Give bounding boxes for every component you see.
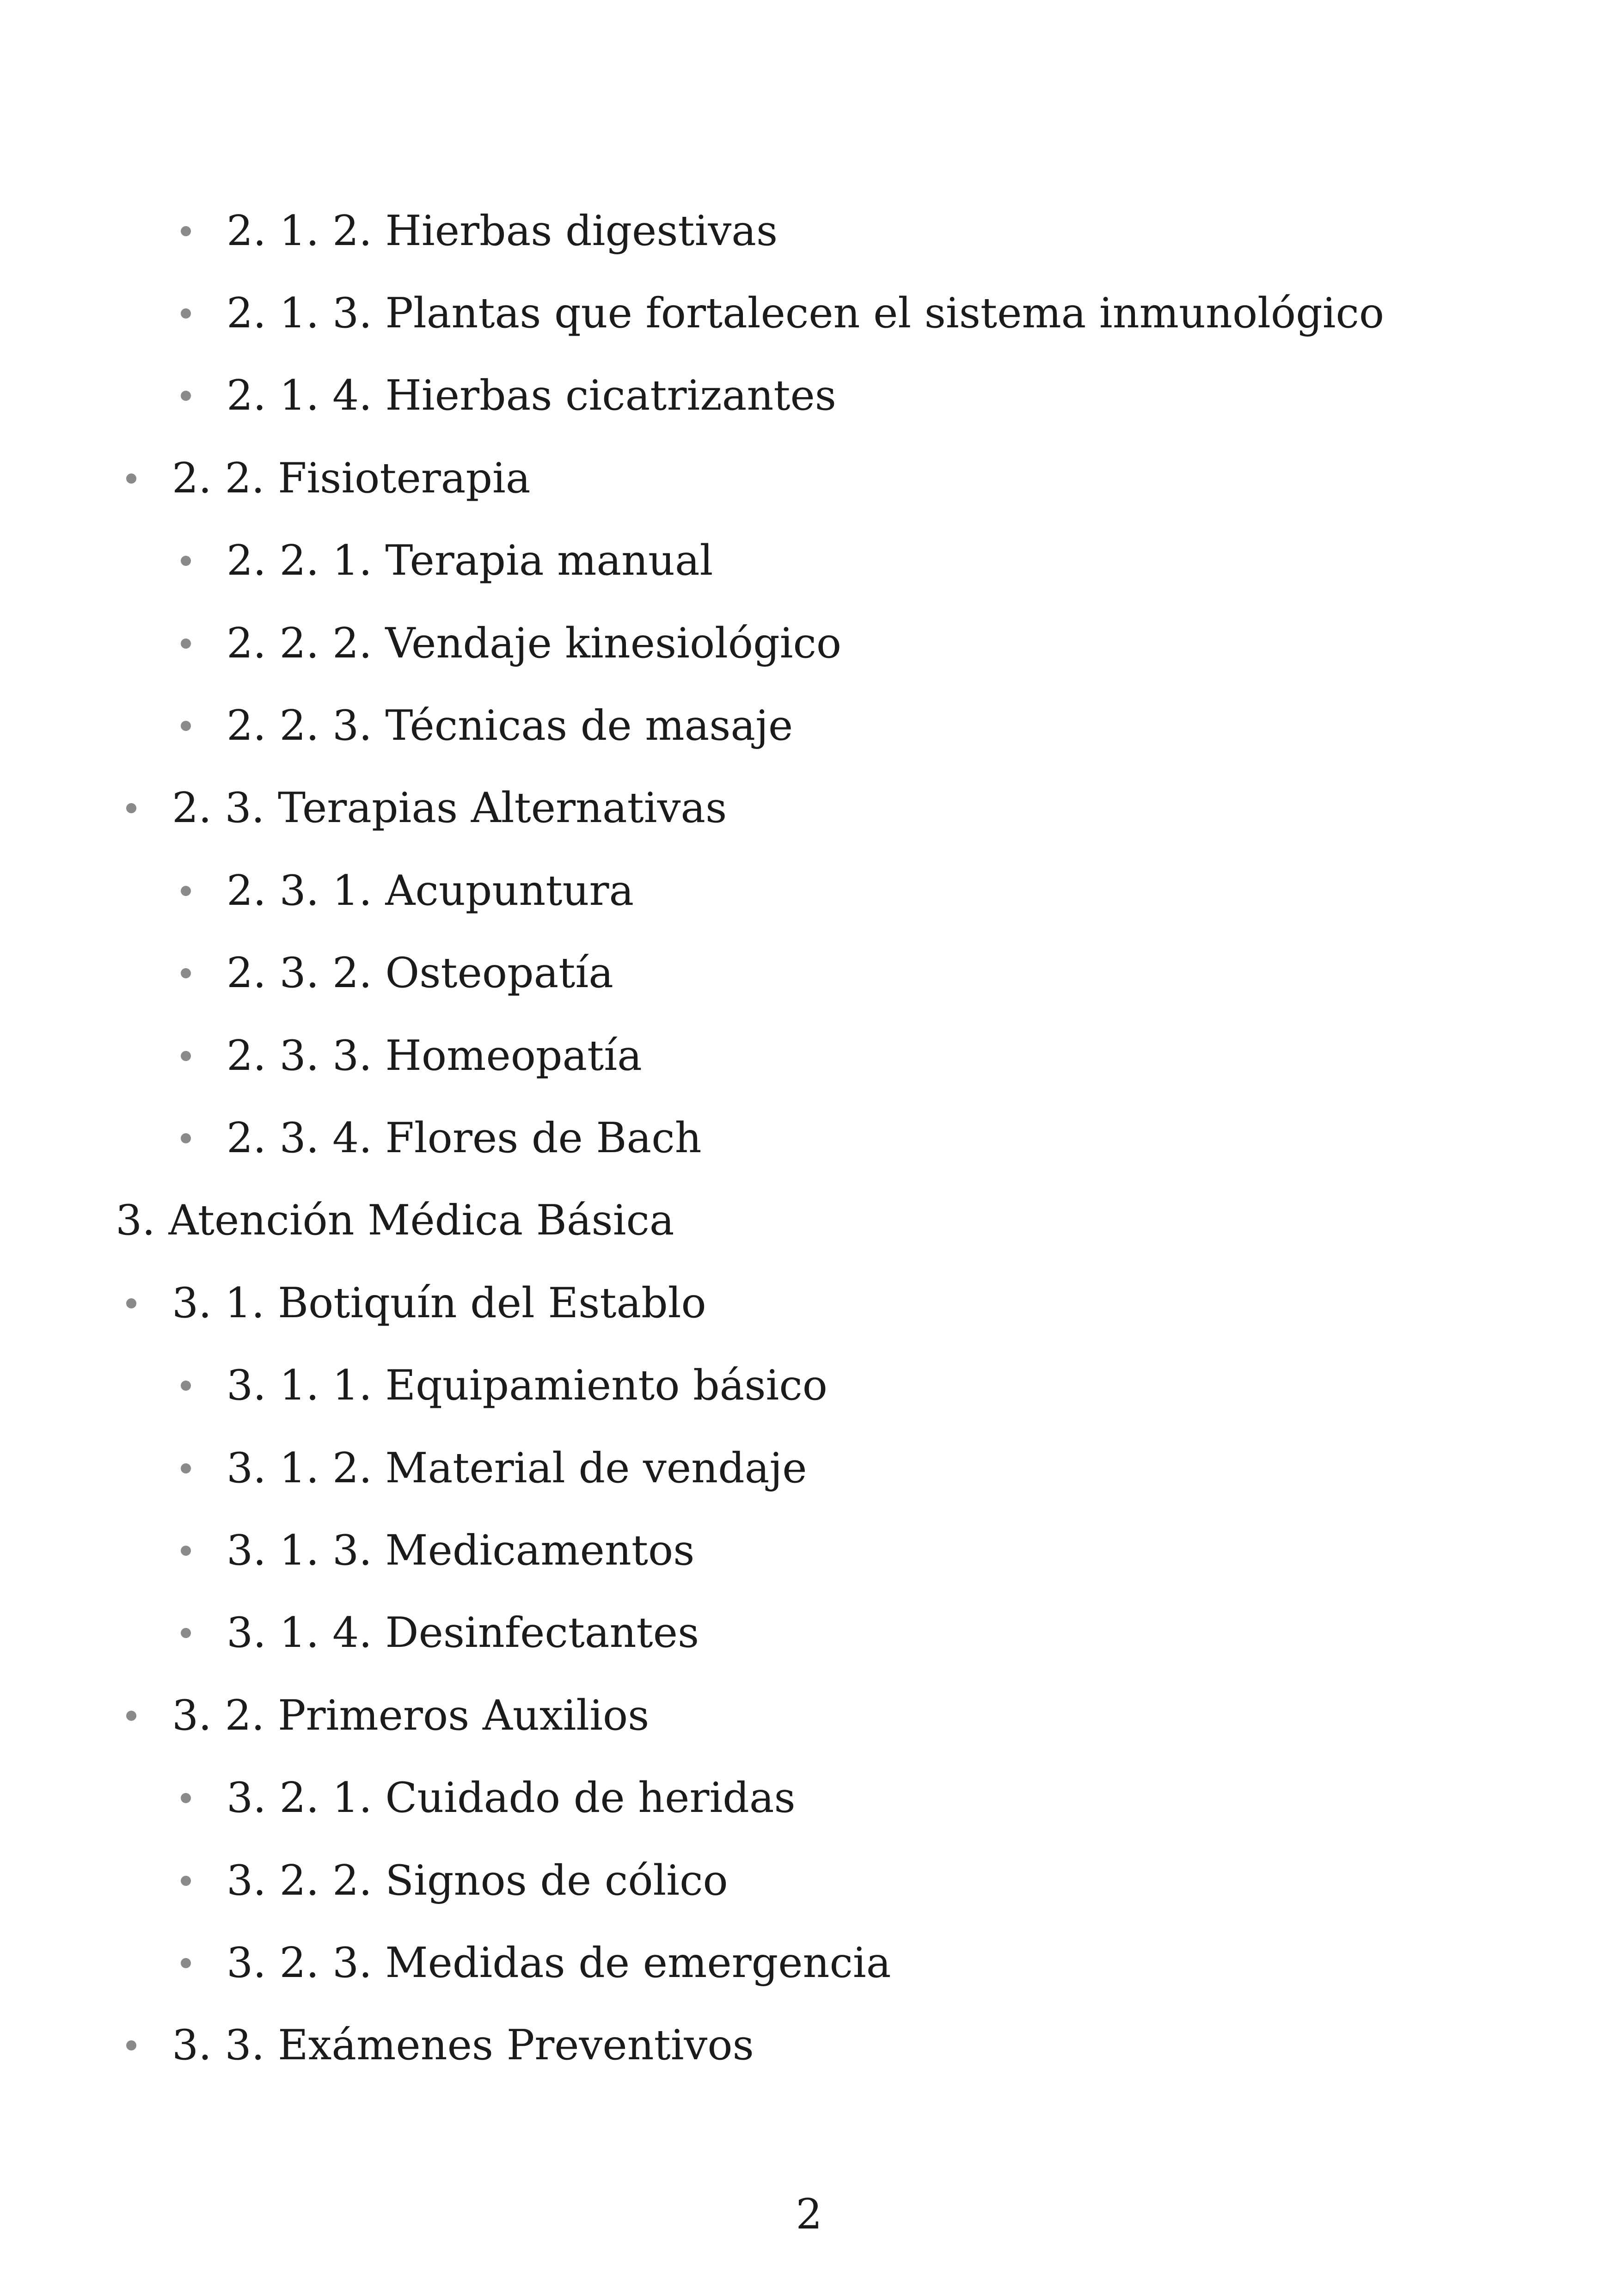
toc-entry-text: 2. 3. 3. Homeopatía — [227, 1031, 642, 1080]
toc-entry-text: 2. 3. 4. Flores de Bach — [227, 1114, 702, 1162]
toc-entry — [172, 1276, 706, 1331]
toc-entry — [227, 1853, 728, 1909]
toc-entry-text: 2. 3. Terapias Alternativas — [172, 784, 727, 832]
bullet-icon — [181, 886, 191, 896]
toc-entry — [172, 1688, 649, 1743]
toc-entry-text: 2. 3. 1. Acupuntura — [227, 866, 634, 915]
toc-entry-text: 3. 1. Botiquín del Establo — [172, 1279, 706, 1327]
bullet-icon — [181, 1546, 191, 1556]
toc-entry-text: 3. 1. 4. Desinfectantes — [227, 1608, 699, 1657]
toc-entry — [227, 1441, 807, 1496]
toc-entry — [227, 698, 793, 754]
toc-entry-text: 2. 2. 3. Técnicas de masaje — [227, 701, 793, 750]
bullet-icon — [181, 1051, 191, 1061]
bullet-icon — [181, 1628, 191, 1638]
bullet-icon — [126, 1711, 136, 1721]
bullet-icon — [126, 1298, 136, 1308]
bullet-icon — [181, 638, 191, 649]
toc-entry — [227, 945, 613, 1001]
toc-entry-text: 3. 2. Primeros Auxilios — [172, 1691, 650, 1740]
toc-entry-text: 2. 1. 4. Hierbas cicatrizantes — [227, 371, 836, 420]
toc-entry-text: 2. 2. 1. Terapia manual — [227, 536, 713, 585]
toc-entry-text: 3. 2. 2. Signos de cólico — [227, 1856, 728, 1905]
toc-entry — [227, 1770, 796, 1826]
bullet-icon — [126, 803, 136, 813]
toc-entry — [172, 451, 531, 506]
toc-entry — [227, 1111, 702, 1166]
toc-entry — [227, 286, 1384, 341]
toc-entry-text: 3. 1. 2. Material de vendaje — [227, 1444, 807, 1492]
toc-entry — [227, 863, 634, 919]
toc-entry-text: 2. 2. Fisioterapia — [172, 454, 531, 503]
bullet-icon — [181, 556, 191, 566]
bullet-icon — [181, 1793, 191, 1803]
toc-entry — [227, 1935, 891, 1991]
toc-entry-text: 2. 3. 2. Osteopatía — [227, 949, 613, 997]
toc-entry — [227, 616, 841, 671]
bullet-icon — [126, 2040, 136, 2050]
toc-entry — [172, 780, 727, 836]
toc-entry — [172, 2018, 754, 2073]
toc-entry-text: 3. 2. 1. Cuidado de heridas — [227, 1774, 796, 1822]
bullet-icon — [181, 1133, 191, 1143]
bullet-icon — [181, 226, 191, 236]
toc-entry-text: 2. 2. 2. Vendaje kinesiológico — [227, 619, 842, 668]
toc-entry-text: 3. 1. 1. Equipamiento básico — [227, 1361, 827, 1410]
toc-entry — [227, 1523, 694, 1578]
bullet-icon — [181, 1463, 191, 1473]
toc-entry — [227, 533, 713, 589]
bullet-icon — [181, 1876, 191, 1886]
toc-entry — [227, 1028, 642, 1084]
toc-entry-text: 3. Atención Médica Básica — [116, 1196, 674, 1245]
toc-entry — [227, 203, 778, 259]
bullet-icon — [181, 1958, 191, 1968]
toc-entry — [227, 1358, 827, 1413]
toc-entry — [116, 1193, 674, 1248]
bullet-icon — [181, 308, 191, 319]
toc-entry-text: 2. 1. 2. Hierbas digestivas — [227, 207, 778, 255]
toc-entry-text: 3. 2. 3. Medidas de emergencia — [227, 1939, 891, 1987]
toc-entry — [227, 368, 836, 424]
toc-entry — [227, 1605, 699, 1661]
toc-entry-text: 2. 1. 3. Plantas que fortalecen el sistema inmunológico — [227, 289, 1385, 338]
bullet-icon — [181, 391, 191, 401]
page-number: 2 — [796, 2190, 822, 2239]
toc-entry-text: 3. 3. Exámenes Preventivos — [172, 2021, 754, 2069]
bullet-icon — [126, 473, 136, 484]
bullet-icon — [181, 968, 191, 978]
toc-entry-text: 3. 1. 3. Medicamentos — [227, 1526, 695, 1575]
bullet-icon — [181, 1381, 191, 1391]
bullet-icon — [181, 721, 191, 731]
